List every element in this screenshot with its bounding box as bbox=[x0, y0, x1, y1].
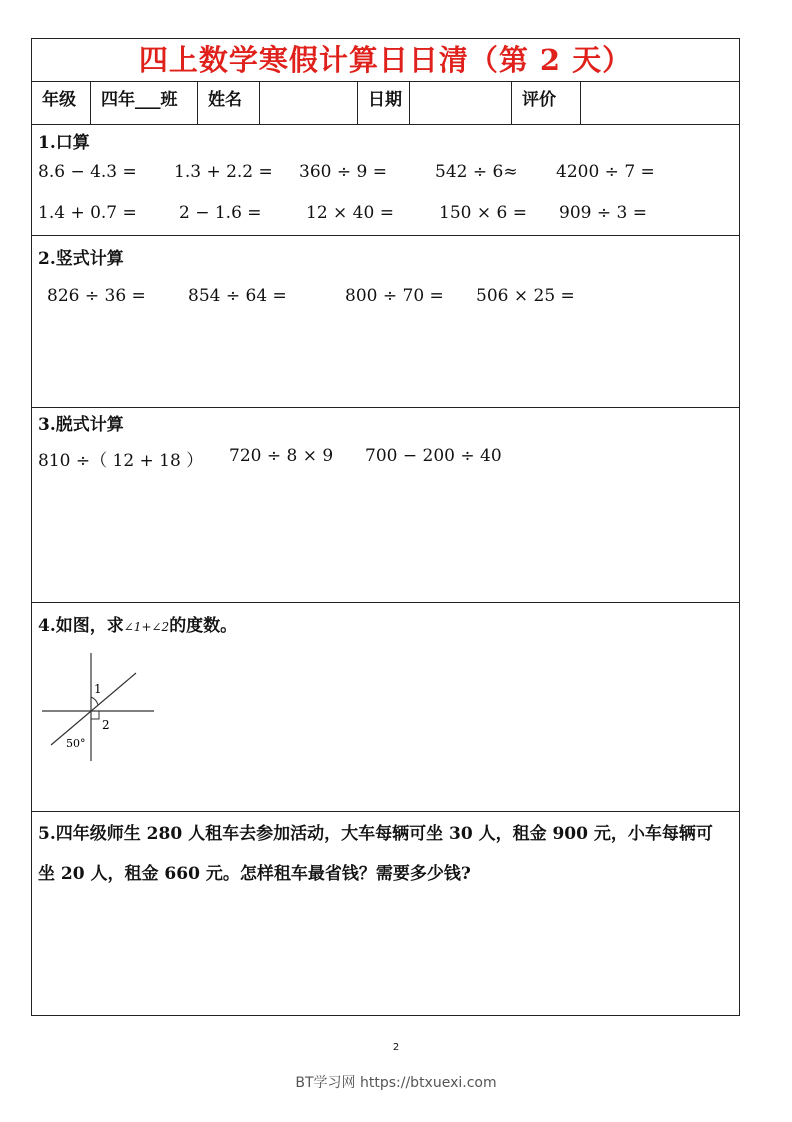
section4-title-post: 的度数。 bbox=[169, 616, 238, 636]
name-field[interactable] bbox=[260, 81, 358, 124]
problem-line-1: 5.四年级师生 280 人租车去参加活动，大车每辆可坐 30 人，租金 900 元，小车每辆可 bbox=[38, 824, 713, 844]
vertical-item: 826 ÷ 36 = bbox=[47, 286, 146, 306]
step-item: 720 ÷ 8 × 9 bbox=[229, 446, 334, 466]
vertical-item: 800 ÷ 70 = bbox=[345, 286, 444, 306]
section3-title: 3.脱式计算 bbox=[38, 415, 124, 435]
eval-field[interactable] bbox=[581, 81, 741, 124]
section4-title bbox=[38, 611, 237, 636]
section4-title-pre: 4.如图，求 bbox=[38, 616, 124, 636]
oral-item: 8.6 − 4.3 = bbox=[38, 162, 137, 182]
eval-label: 评价 bbox=[512, 81, 581, 124]
class-field[interactable]: 四年___班 bbox=[91, 81, 198, 124]
section2-title: 2.竖式计算 bbox=[38, 249, 124, 269]
angle1-arc bbox=[91, 697, 98, 705]
page-title: 四上数学寒假计算日日清（第 2 天） bbox=[138, 43, 633, 77]
vertical-item: 854 ÷ 64 = bbox=[188, 286, 287, 306]
oral-item: 909 ÷ 3 = bbox=[559, 203, 647, 223]
title-row bbox=[32, 39, 739, 82]
oral-item: 4200 ÷ 7 = bbox=[556, 162, 655, 182]
problem-line-2: 坐 20 人，租金 660 元。怎样租车最省钱？需要多少钱? bbox=[38, 864, 471, 884]
angle-figure bbox=[40, 651, 160, 766]
section-step-calc bbox=[32, 408, 739, 603]
angle-formula: ∠1+∠2 bbox=[123, 620, 170, 634]
oral-item: 2 − 1.6 = bbox=[179, 203, 262, 223]
section-vertical-calc bbox=[32, 236, 739, 408]
section-angle bbox=[32, 603, 739, 812]
oral-item: 1.4 + 0.7 = bbox=[38, 203, 137, 223]
vertical-item: 506 × 25 = bbox=[476, 286, 575, 306]
angle1-label: 1 bbox=[94, 682, 102, 696]
grade-label: 年级 bbox=[32, 81, 91, 124]
oral-item: 12 × 40 = bbox=[306, 203, 394, 223]
name-label: 姓名 bbox=[198, 81, 260, 124]
oral-item: 1.3 + 2.2 = bbox=[174, 162, 273, 182]
oral-item: 542 ÷ 6≈ bbox=[435, 162, 518, 182]
date-field[interactable] bbox=[410, 81, 512, 124]
oral-item: 360 ÷ 9 = bbox=[299, 162, 387, 182]
step-item: 810 ÷（ 12 + 18 ） bbox=[38, 451, 204, 471]
section1-title: 1.口算 bbox=[38, 133, 90, 153]
oral-item: 150 × 6 = bbox=[439, 203, 527, 223]
site-footer[interactable]: BT学习网 https://btxuexi.com bbox=[295, 1075, 497, 1091]
worksheet bbox=[31, 38, 740, 1016]
right-angle-mark bbox=[91, 711, 99, 719]
angle-50-label: 50° bbox=[66, 737, 86, 750]
angle2-label: 2 bbox=[102, 718, 110, 732]
step-item: 700 − 200 ÷ 40 bbox=[365, 446, 502, 466]
date-label: 日期 bbox=[358, 81, 410, 124]
section-word-problem bbox=[32, 812, 739, 1017]
section-oral-calc bbox=[32, 124, 739, 236]
page-number: 2 bbox=[392, 1042, 400, 1053]
info-row bbox=[32, 81, 739, 125]
